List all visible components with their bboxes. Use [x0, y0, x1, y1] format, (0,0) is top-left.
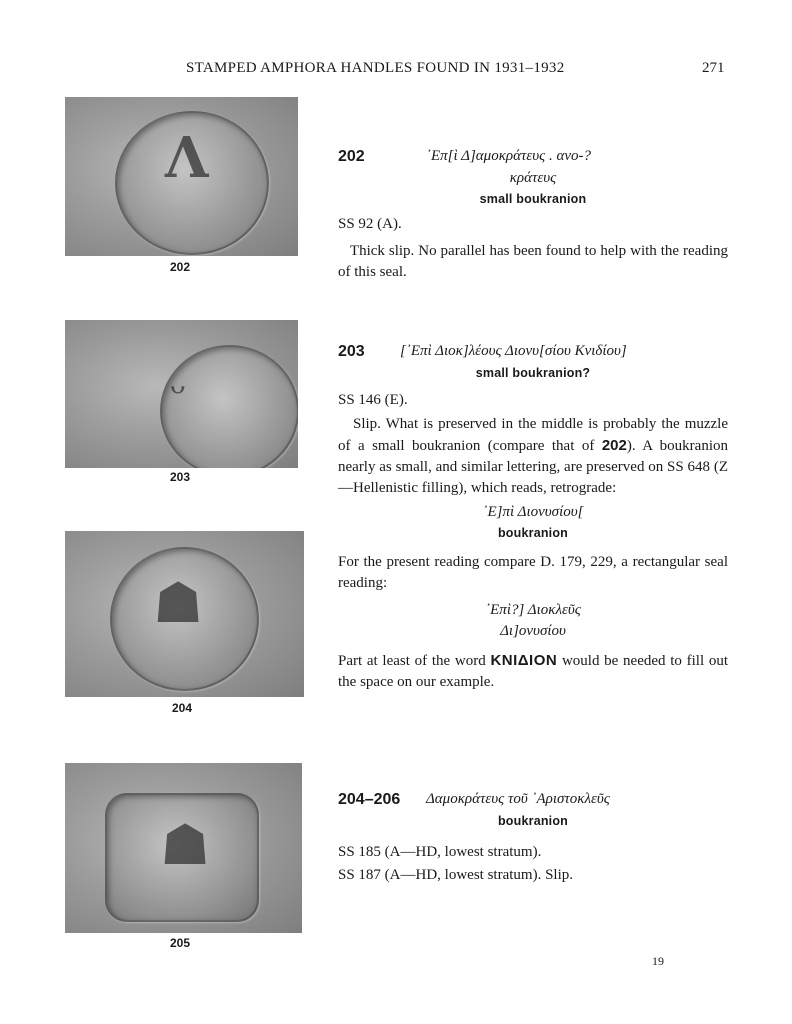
catalogue-reference: SS 92 (A).	[338, 216, 402, 232]
description-text: Slip. What is preserved in the middle is probably the muzzle of a small boukranion (compare that of	[338, 416, 729, 454]
inscription-line: [᾿Επὶ Διοκ]λέους Διονυ[σίου Κνιδίου]	[400, 343, 627, 359]
description-text: For the present reading compare D. 179, 229, a rectangular seal reading:	[338, 554, 728, 591]
signature-mark: 19	[652, 954, 664, 968]
entry-description	[338, 241, 728, 283]
entry-202	[338, 146, 728, 283]
entry-204-206	[338, 789, 728, 886]
entry-number: 202	[338, 148, 365, 165]
entry-description	[338, 650, 728, 693]
entry-203	[338, 341, 728, 693]
inscription-line: Δαμοκράτευς τοῦ ᾿Αριστοκλεῦς	[426, 791, 610, 807]
inscription-line: κράτευς	[509, 170, 557, 186]
photo-caption-205: 205	[170, 936, 191, 950]
quoted-inscription: Δι]ονυσίου	[500, 623, 566, 639]
device-label: small boukranion	[479, 192, 587, 206]
photo-caption-204: 204	[172, 701, 193, 715]
catalogue-reference: SS 146 (E).	[338, 392, 408, 408]
quoted-inscription: ᾿Επὶ?] Διοκλεῦς	[485, 602, 581, 618]
inscription-line: ᾿Επ[ὶ Δ]αμοκράτευς . ανο-?	[426, 148, 591, 164]
photo-handle-205	[65, 763, 302, 933]
boukranion-icon: ☗	[153, 571, 204, 636]
photo-handle-202	[65, 97, 298, 256]
device-label: small boukranion?	[475, 366, 591, 380]
catalogue-reference: SS 187 (A—HD, lowest stratum). Slip.	[338, 867, 574, 883]
photo-caption-203: 203	[170, 470, 191, 484]
description-text: Part at least of the word	[338, 653, 491, 669]
stamp-seal	[160, 345, 298, 468]
boukranion-icon: ☗	[160, 813, 211, 878]
running-header: STAMPED AMPHORA HANDLES FOUND IN 1931–1932	[186, 60, 565, 76]
quoted-inscription: ᾿Ε]πὶ Διονυσίου[	[482, 504, 584, 520]
photo-caption-202: 202	[170, 260, 191, 274]
photo-handle-203	[65, 320, 298, 468]
entry-number: 203	[338, 343, 365, 360]
entry-description	[338, 414, 728, 499]
description-text: Thick slip. No parallel has been found to help with the reading of this seal.	[338, 243, 729, 280]
small-boukranion-icon: ᴗ	[170, 370, 186, 400]
description-text: would be needed to fill out the space on our example.	[338, 653, 728, 690]
lambda-boukranion-icon: Λ	[165, 125, 209, 191]
entry-description	[338, 552, 728, 594]
page-number: 271	[702, 60, 725, 76]
description-text: ). A boukranion nearly as small, and similar lettering, are preserved on SS 648 (Z—Hellenistic filling), which reads, retrograde:	[338, 438, 729, 496]
entry-number: 204–206	[338, 791, 401, 808]
device-label: boukranion	[497, 814, 569, 828]
photo-handle-204	[65, 531, 304, 697]
catalogue-reference: SS 185 (A—HD, lowest stratum).	[338, 844, 542, 860]
device-label: boukranion	[497, 526, 569, 540]
greek-word: ΚΝΙΔΙΟΝ	[490, 652, 558, 669]
cross-reference: 202	[601, 437, 627, 454]
